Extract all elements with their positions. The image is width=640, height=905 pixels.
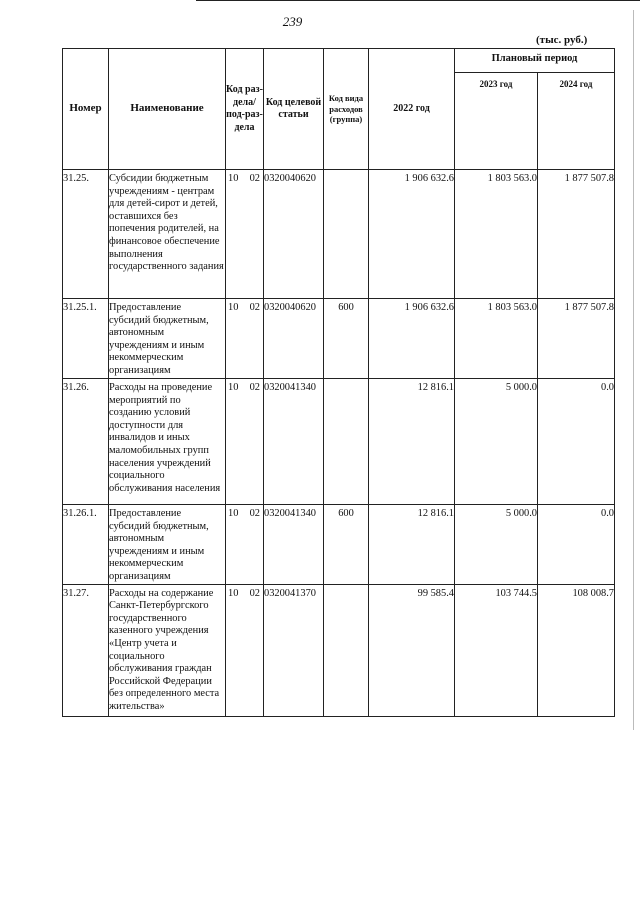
subsection-code: 02 bbox=[249, 173, 260, 184]
row-amount-2024: 0.0 bbox=[538, 505, 615, 585]
table-row bbox=[63, 299, 615, 379]
row-target-code: 0320041370 bbox=[264, 584, 324, 716]
row-amount-2022: 99 585.4 bbox=[369, 584, 455, 716]
subsection-code: 02 bbox=[249, 382, 260, 393]
table-row bbox=[63, 170, 615, 299]
section-code: 10 bbox=[228, 382, 239, 393]
row-expense-type bbox=[324, 170, 369, 299]
row-amount-2023: 103 744.5 bbox=[455, 584, 538, 716]
subsection-code: 02 bbox=[249, 302, 260, 313]
subsection-code: 02 bbox=[249, 587, 260, 599]
header-section: Код раз-дела/ под-раз-дела bbox=[226, 49, 264, 170]
row-target-code: 0320040620 bbox=[264, 170, 324, 299]
page-edge-line bbox=[633, 10, 634, 730]
header-planned-period: Плановый период bbox=[455, 49, 615, 73]
subsection-code: 02 bbox=[249, 508, 260, 519]
row-amount-2024: 0.0 bbox=[538, 379, 615, 505]
page-number: 239 bbox=[282, 14, 303, 29]
section-code: 10 bbox=[228, 508, 239, 519]
row-name: Предоставление субсидий бюджетным, автономным учреждениям и иным некоммерческим организациям bbox=[109, 299, 226, 379]
header-year-2022: 2022 год bbox=[369, 49, 455, 170]
row-target-code: 0320041340 bbox=[264, 505, 324, 585]
row-section-code bbox=[226, 299, 264, 379]
row-amount-2023: 5 000.0 bbox=[455, 505, 538, 585]
section-code: 10 bbox=[228, 587, 239, 599]
row-section-code bbox=[226, 505, 264, 585]
header-year-2024: 2024 год bbox=[538, 73, 615, 170]
row-amount-2022: 1 906 632.6 bbox=[369, 299, 455, 379]
row-number: 31.26. bbox=[63, 379, 109, 505]
row-amount-2024: 1 877 507.8 bbox=[538, 299, 615, 379]
header-target: Код целевой статьи bbox=[264, 49, 324, 170]
row-amount-2024: 108 008.7 bbox=[538, 584, 615, 716]
budget-table bbox=[62, 48, 615, 717]
row-target-code: 0320041340 bbox=[264, 379, 324, 505]
row-section-code bbox=[226, 170, 264, 299]
header-number: Номер bbox=[63, 49, 109, 170]
section-code: 10 bbox=[228, 302, 239, 313]
row-name: Субсидии бюджетным учреждениям - центрам для детей-сирот и детей, оставшихся без попечения родителей, на финансовое обеспечение выполнения государственного задания bbox=[109, 170, 226, 299]
header-name: Наименование bbox=[109, 49, 226, 170]
header-year-2023: 2023 год bbox=[455, 73, 538, 170]
row-number: 31.25.1. bbox=[63, 299, 109, 379]
table-row bbox=[63, 379, 615, 505]
row-amount-2022: 12 816.1 bbox=[369, 379, 455, 505]
row-name: Расходы на содержание Санкт-Петербургского государственного казенного учреждения «Центр учета и социального обслуживания граждан Российской Федерации без определенного места жительства» bbox=[109, 584, 226, 716]
row-number: 31.26.1. bbox=[63, 505, 109, 585]
row-number: 31.27. bbox=[63, 584, 109, 716]
row-amount-2023: 1 803 563.0 bbox=[455, 299, 538, 379]
table-row bbox=[63, 584, 615, 716]
row-expense-type bbox=[324, 584, 369, 716]
units-label: (тыс. руб.) bbox=[536, 34, 588, 46]
row-section-code bbox=[226, 379, 264, 505]
row-number: 31.25. bbox=[63, 170, 109, 299]
row-amount-2023: 1 803 563.0 bbox=[455, 170, 538, 299]
top-border-line bbox=[196, 0, 640, 1]
row-target-code: 0320040620 bbox=[264, 299, 324, 379]
row-expense-type: 600 bbox=[324, 505, 369, 585]
row-name: Расходы на проведение мероприятий по созданию условий доступности для инвалидов и иных маломобильных групп населения учреждений социального обслуживания населения bbox=[109, 379, 226, 505]
table-row bbox=[63, 505, 615, 585]
row-amount-2023: 5 000.0 bbox=[455, 379, 538, 505]
row-amount-2024: 1 877 507.8 bbox=[538, 170, 615, 299]
header-expense-type: Код вида расходов (группа) bbox=[324, 49, 369, 170]
row-name: Предоставление субсидий бюджетным, автономным учреждениям и иным некоммерческим организациям bbox=[109, 505, 226, 585]
row-amount-2022: 1 906 632.6 bbox=[369, 170, 455, 299]
row-section-code bbox=[226, 584, 264, 716]
row-expense-type bbox=[324, 379, 369, 505]
row-expense-type: 600 bbox=[324, 299, 369, 379]
section-code: 10 bbox=[228, 173, 239, 184]
row-amount-2022: 12 816.1 bbox=[369, 505, 455, 585]
